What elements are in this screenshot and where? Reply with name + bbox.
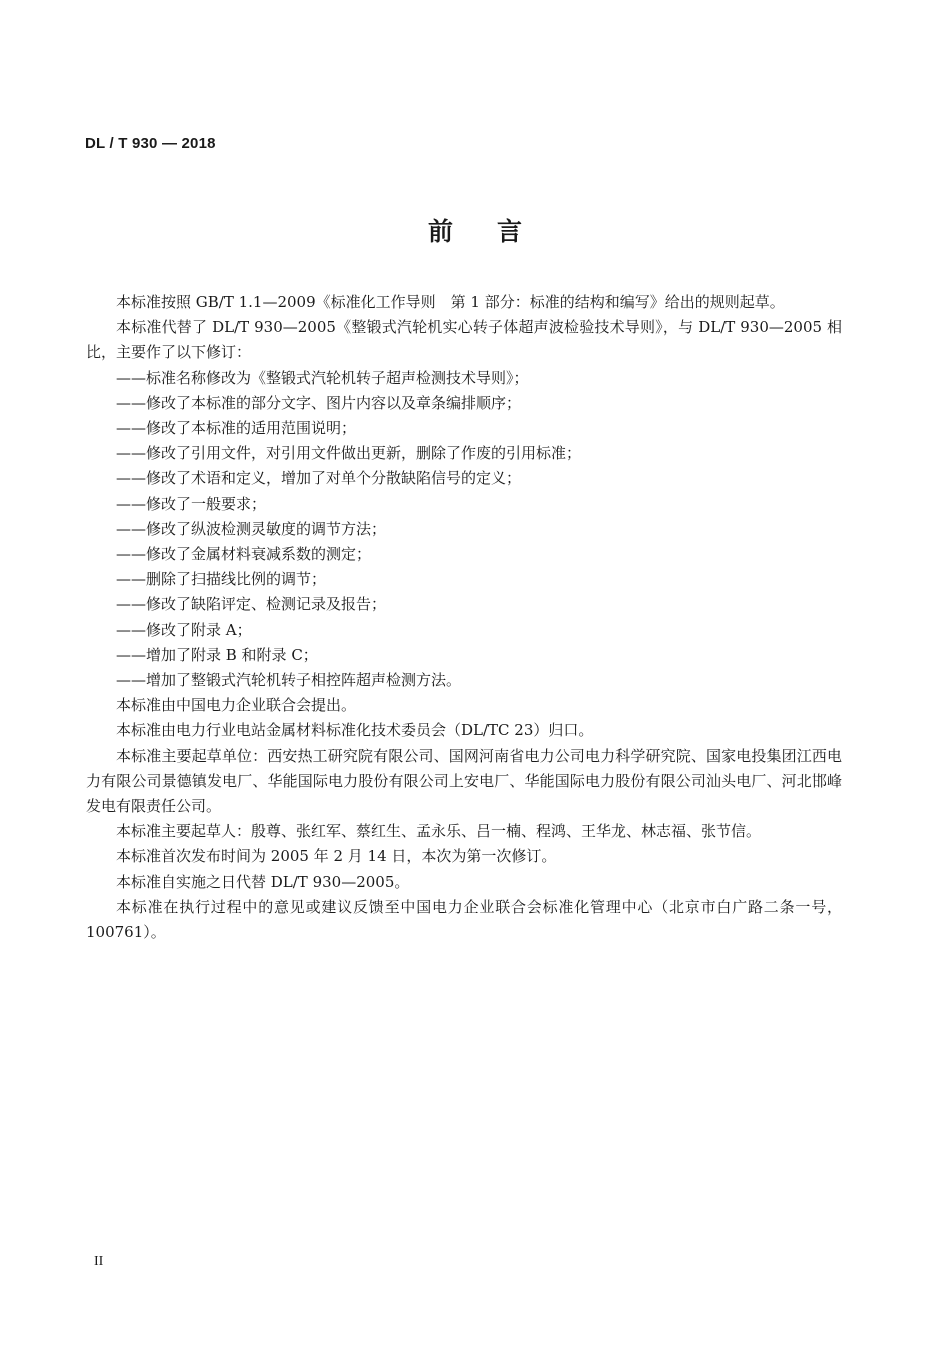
paragraph-proposer: 本标准由中国电力企业联合会提出。 — [116, 696, 357, 715]
revision-item: ——修改了本标准的部分文字、图片内容以及章条编排顺序； — [116, 393, 522, 412]
revision-item: ——修改了一般要求； — [116, 494, 267, 513]
revision-item: ——增加了整锻式汽轮机转子相控阵超声检测方法。 — [116, 671, 462, 690]
revision-item: ——删除了扫描线比例的调节； — [116, 570, 327, 589]
paragraph-drafters: 本标准主要起草人：殷尊、张红军、蔡红生、孟永乐、吕一楠、程鸿、王华龙、林志福、张节信。 — [116, 822, 762, 841]
standard-code: DL / T 930 — 2018 — [85, 135, 216, 152]
revision-item: ——修改了附录 A； — [116, 620, 252, 639]
revision-item: ——修改了纵波检测灵敏度的调节方法； — [116, 519, 387, 538]
revision-item: ——修改了金属材料衰减系数的测定； — [116, 545, 372, 564]
page-number: II — [94, 1254, 104, 1269]
paragraph-first-release: 本标准首次发布时间为 2005 年 2 月 14 日，本次为第一次修订。 — [116, 847, 557, 866]
paragraph-feedback: 本标准在执行过程中的意见或建议反馈至中国电力企业联合会标准化管理中心（北京市白广路二条一号，100761）。 — [86, 897, 842, 942]
revision-item: ——修改了术语和定义，增加了对单个分散缺陷信号的定义； — [116, 469, 522, 488]
revision-item: ——修改了引用文件，对引用文件做出更新，删除了作废的引用标准； — [116, 444, 582, 463]
paragraph-replacement: 本标准代替了 DL/T 930—2005《整锻式汽轮机实心转子体超声波检验技术导则》，与 DL/T 930—2005 相比，主要作了以下修订： — [86, 318, 842, 362]
revision-item: ——修改了缺陷评定、检测记录及报告； — [116, 595, 387, 614]
paragraph-drafting-rules: 本标准按照 GB/T 1.1—2009《标准化工作导则 第 1 部分：标准的结构和编写》给出的规则起草。 — [116, 293, 785, 311]
revision-item: ——增加了附录 B 和附录 C； — [116, 645, 318, 664]
paragraph-responsible-committee: 本标准由电力行业电站金属材料标准化技术委员会（DL/TC 23）归口。 — [116, 721, 594, 740]
revision-item: ——修改了本标准的适用范围说明； — [116, 419, 357, 438]
paragraph-supersedes: 本标准自实施之日代替 DL/T 930—2005。 — [116, 872, 410, 891]
foreword-body — [86, 290, 842, 945]
revision-item: ——标准名称修改为《整锻式汽轮机转子超声检测技术导则》； — [116, 368, 529, 387]
paragraph-drafting-units: 本标准主要起草单位：西安热工研究院有限公司、国网河南省电力公司电力科学研究院、国家电投集团江西电力有限公司景德镇发电厂、华能国际电力股份有限公司上安电厂、华能国际电力股份有限公司汕头电厂、河北邯峰发电有限责任公司。 — [86, 746, 842, 816]
page-title: 前言 — [427, 217, 566, 246]
